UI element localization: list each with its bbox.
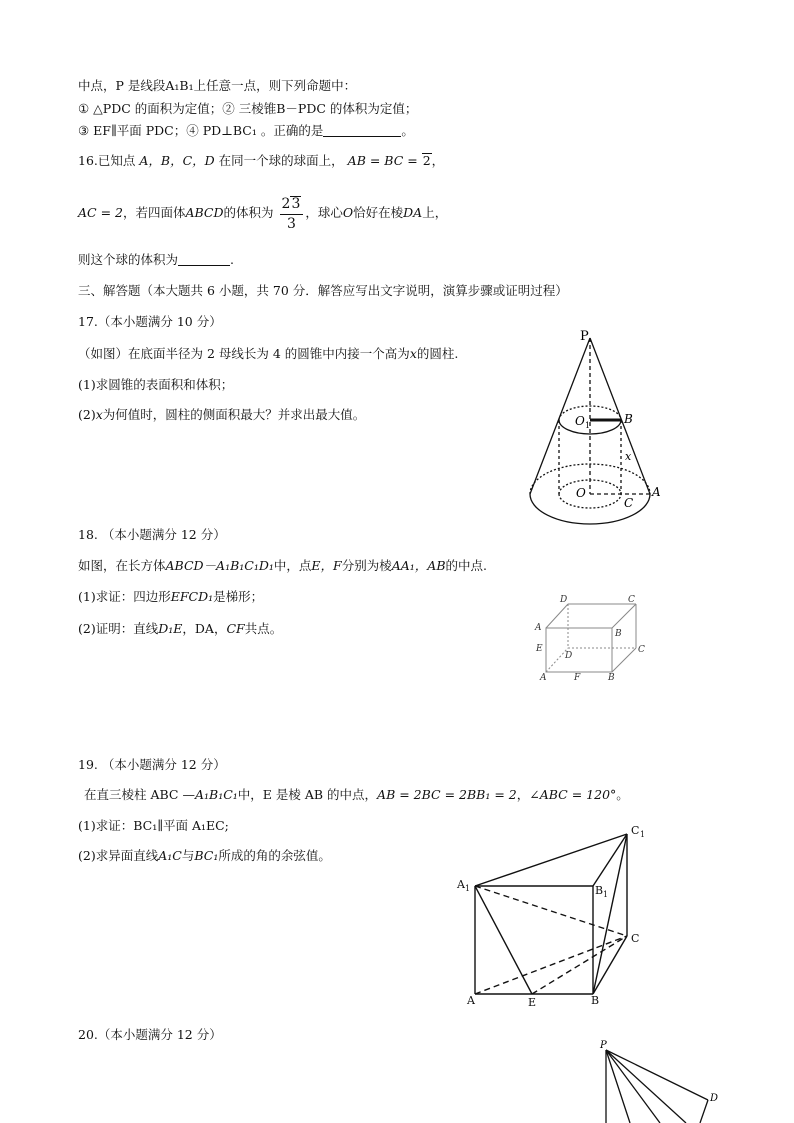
q19-title: 19. （本小题满分 12 分） [78,757,226,772]
q19-end: 。 [616,787,629,802]
q19-line1 [84,787,629,803]
label-o1: O [575,414,585,428]
q17-x: x [409,346,417,361]
frac-den: 3 [286,215,296,232]
label-b1: B [615,629,622,639]
q19-p2-end: 所成的角的余弦值。 [218,848,331,863]
q15-line2: ① △PDC 的面积为定值；② 三棱锥B－PDC 的体积为定值； [78,101,418,116]
q18-aa1: AA₁，AB [391,558,446,573]
q16-text4: ，球心 [305,205,343,220]
q15-line3 [78,123,414,139]
label-e: E [536,644,543,654]
q16-text7: 则这个球的体积为 [78,252,179,267]
q17-text2: 的圆柱. [416,346,459,361]
label-b: B [591,994,600,1007]
q19-p2-mid: 与 [181,848,195,863]
label-p: P [600,1040,607,1051]
q17-text: （如图）在底面半径为 2 母线长为 4 的圆锥中内接一个高为 [78,346,410,361]
q16-text2: ，若四面体 [122,205,186,220]
label-a1: A [535,623,542,633]
q18-text: 如图，在长方体 [78,558,166,573]
q17-p2-text: 为何值时，圆柱的侧面积最大？并求出最大值。 [102,407,366,422]
q18-text4: 的中点. [445,558,487,573]
q16-points: A，B，C，D [139,153,215,168]
label-d: D [710,1093,719,1104]
q19-part2 [78,848,331,864]
q18-body: ABCD－A₁B₁C₁D₁ [165,558,274,573]
q20-title: 20.（本小题满分 12 分） [78,1027,222,1042]
frac-num-sqrt: 3 [291,195,301,212]
label-a: A [652,485,661,499]
q17-p2-num: (2) [78,407,96,422]
label-c1-sub: 1 [640,830,646,839]
q18-d1e: D₁E [158,621,183,636]
q18-p1-end: 是梯形； [213,589,264,604]
q18-p1-text: (1)求证：四边形 [78,589,171,604]
q17-part2 [78,407,365,423]
label-a: A [467,994,475,1007]
q15-line1: 中点，P 是线段A₁B₁上任意一点，则下列命题中： [78,78,357,93]
q18-line1 [78,558,487,574]
q16-end: . [230,252,234,267]
q18-part2 [78,621,282,637]
answer-blank [323,124,401,137]
q16-label: 16.已知点 [78,153,136,168]
prism-figure [455,820,655,1010]
q18-p2-end: 共点。 [244,621,283,636]
q16-eq1: AB = BC = [347,153,418,168]
q18-title: 18. （本小题满分 12 分） [78,527,226,542]
cuboid-figure [532,592,652,684]
q16-comma: ， [431,153,445,168]
q16-abcd: ABCD [185,205,224,220]
label-c1: C [631,824,640,837]
q16-da: DA [403,205,423,220]
q17-line1 [78,346,458,362]
q17-part1: (1)求圆锥的表面积和体积； [78,377,234,392]
q18-p2-mid: ，DA， [182,621,227,636]
q19-part1: (1)求证：BC₁∥平面 A₁EC; [78,818,229,833]
q16-text6: 上， [422,205,448,220]
q17-x2: x [95,407,103,422]
label-x: x [625,450,632,463]
q16-text3: 的体积为 [223,205,274,220]
q19-text: 在直三棱柱 ABC — [84,787,195,802]
q17-title: 17.（本小题满分 10 分） [78,314,222,329]
label-a1: A [457,878,465,891]
label-o1-sub: 1 [585,421,591,430]
q18-efcd: EFCD₁ [170,589,214,604]
answer-blank [178,253,230,266]
q18-cf: CF [226,621,245,636]
label-d: D [565,651,573,661]
label-a1-sub: 1 [465,884,471,893]
q18-part1 [78,589,263,605]
q16-fraction [280,195,304,233]
label-b: B [608,673,615,683]
section-heading: 三、解答题（本大题共 6 小题，共 70 分．解答应写出文字说明，演算步骤或证明过程） [78,283,568,298]
q16-line2 [78,193,447,233]
label-d1: D [560,595,568,605]
label-e: E [528,996,537,1009]
label-a: A [540,673,547,683]
q15-end: 。 [401,123,414,138]
q19-bc1: BC₁ [194,848,219,863]
label-p: P [580,329,589,344]
q19-a1c: A₁C [158,848,182,863]
q18-text2: 中，点 [273,558,312,573]
q16-eq2: AC = 2 [78,205,123,220]
label-b1: B [595,884,604,897]
label-o: O [576,486,586,500]
label-c1: C [628,595,635,605]
q19-prism: A₁B₁C₁ [194,787,238,802]
q16-text: 在同一个球的球面上， [218,153,344,168]
q16-o: O [342,205,354,220]
q19-comma: ， [516,787,530,802]
q18-p2-text: (2)证明：直线 [78,621,159,636]
cone-figure [520,322,670,534]
q18-ef: E，F [311,558,342,573]
label-b: B [624,412,633,426]
label-c: C [638,645,645,655]
q19-text2: 中，E 是棱 AB 的中点， [237,787,378,802]
q16-line3 [78,252,234,268]
frac-num-a: 2 [281,195,291,212]
label-f: F [574,673,581,683]
q16-text5: 恰好在棱 [353,205,404,220]
q19-angle: ∠ABC = 120° [529,787,617,802]
q19-eq: AB = 2BC = 2BB₁ = 2 [377,787,517,802]
q16-line1 [78,153,444,169]
q19-p2-text: (2)求异面直线 [78,848,159,863]
q15-text: ③ EF∥平面 PDC；④ PD⊥BC₁ 。正确的是 [78,123,324,138]
q16-sqrt2: 2 [422,153,431,168]
label-c: C [631,932,640,945]
pyramid-figure [590,1036,730,1123]
label-b1-sub: 1 [603,890,609,899]
label-c: C [624,496,634,510]
q18-text3: 分别为棱 [341,558,392,573]
